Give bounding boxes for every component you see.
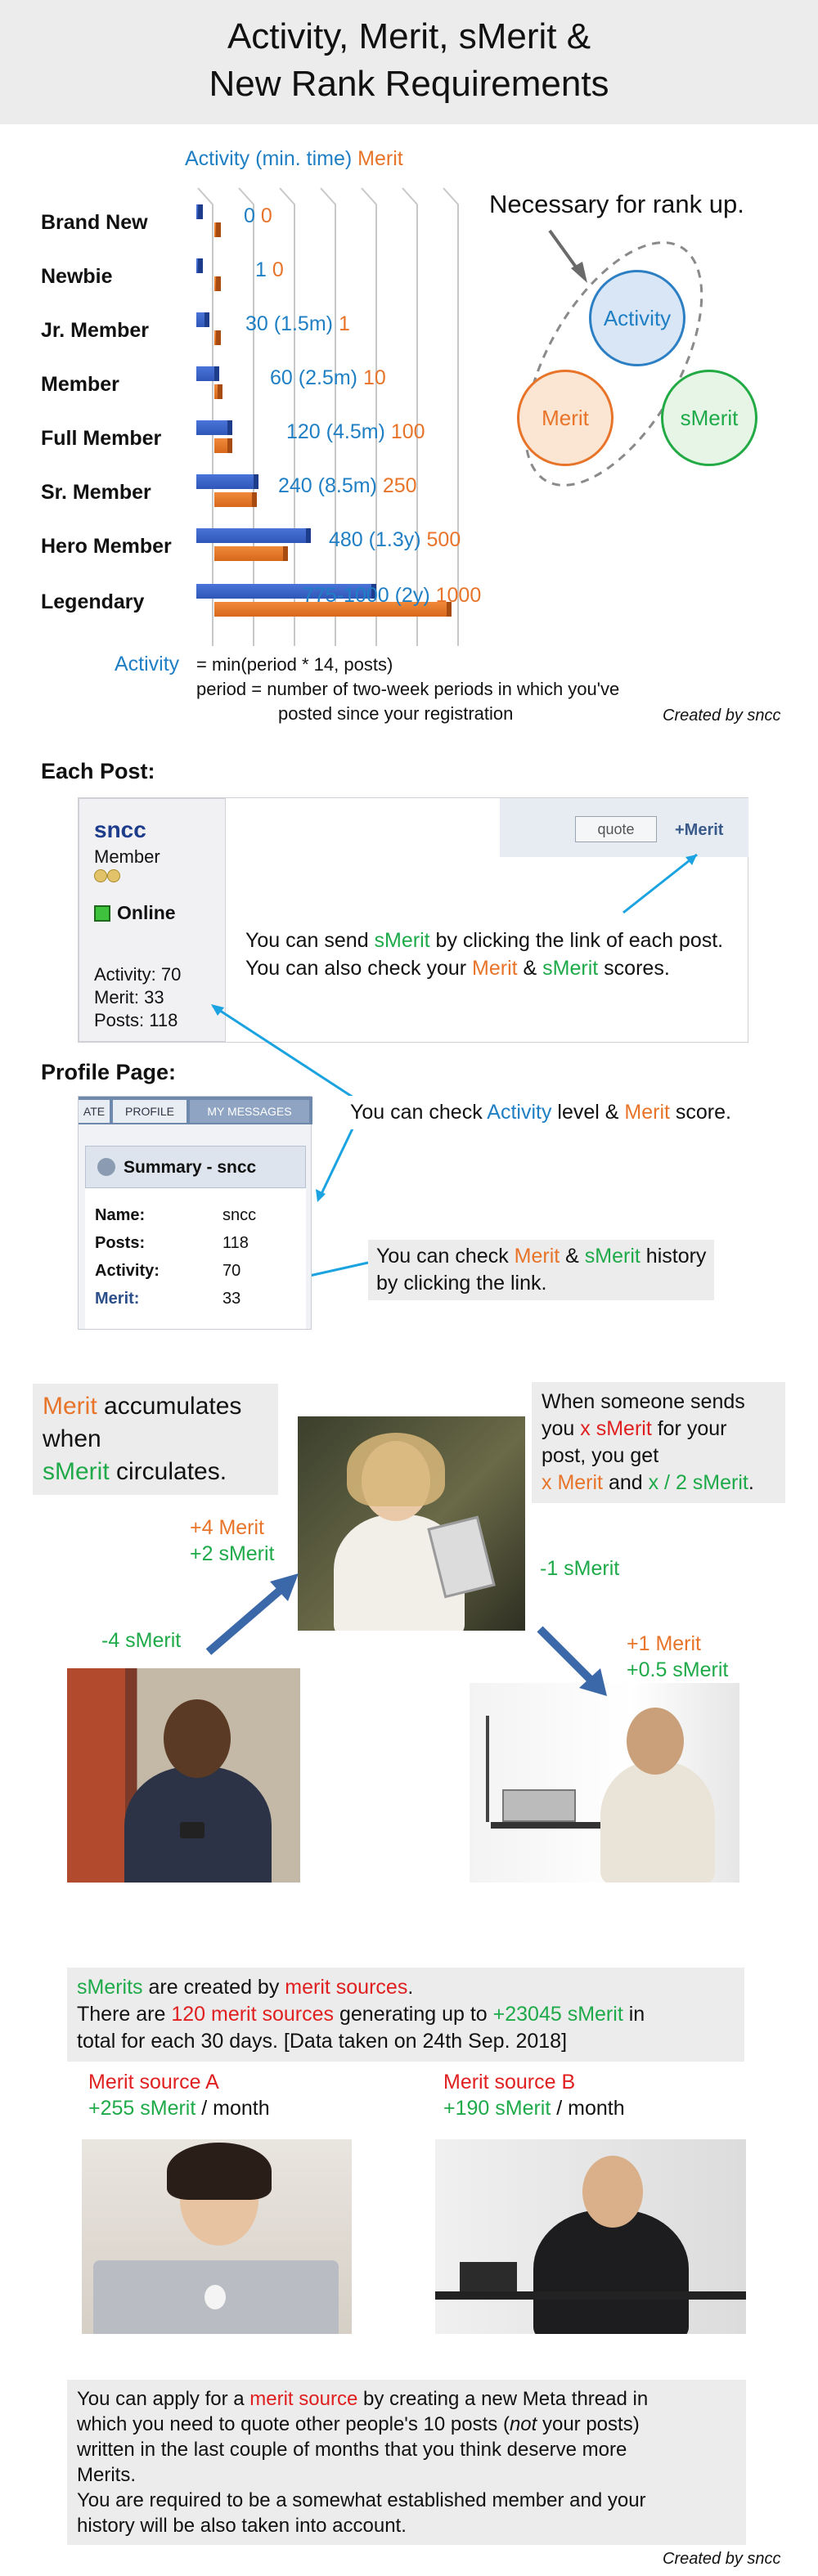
- post-stat-merit: Merit: 33: [94, 987, 164, 1008]
- circulation-rule-box: When someone sends you x sMerit for your post, you get x Merit and x / 2 sMerit.: [532, 1382, 785, 1503]
- title-line-2: New Rank Requirements: [209, 64, 609, 104]
- rank-label: Sr. Member: [41, 481, 151, 504]
- arrow-head: [211, 1004, 224, 1016]
- photo-figure-body: [533, 2210, 689, 2334]
- source-a-label: Merit source A +255 sMerit / month: [88, 2071, 270, 2120]
- rank-values: 1 0: [255, 258, 284, 281]
- rank-label: Full Member: [41, 427, 162, 450]
- rank-values: 120 (4.5m) 100: [286, 420, 425, 443]
- tab-profile[interactable]: PROFILE: [113, 1100, 187, 1123]
- post-rank: Member: [94, 846, 160, 867]
- lamp-pole: [486, 1716, 489, 1822]
- profile-tab-bar: [79, 1097, 312, 1124]
- arrow-to-profile-activity: [319, 1127, 353, 1199]
- profile-summary-title: Summary - sncc: [124, 1158, 257, 1177]
- rank-values: 240 (8.5m) 250: [278, 474, 417, 497]
- post-online-label: Online: [117, 902, 176, 923]
- tab-my-messages[interactable]: MY MESSAGES: [190, 1100, 309, 1123]
- photo-figure-body: [600, 1761, 715, 1883]
- photo-figure-hair: [347, 1433, 445, 1506]
- desk-edge: [435, 2291, 746, 2300]
- profile-value-name: sncc: [222, 1206, 257, 1224]
- photo-man-laptop: [470, 1683, 739, 1883]
- profile-merit-link[interactable]: Merit:: [95, 1290, 140, 1308]
- post-callout-1: You can send sMerit by clicking the link of each post.: [237, 924, 731, 958]
- sources-intro-box: sMerits are created by merit sources. There are 120 merit sources generating up to +23045 sMerit in total for each 30 days. [Data taken on 24th Sep. 2018]: [67, 1968, 744, 2062]
- legend-activity: Activity (min. time): [185, 147, 353, 170]
- left-gain: +4 Merit +2 sMerit: [190, 1516, 275, 1565]
- profile-summary-header: [85, 1146, 306, 1188]
- arrow-to-merit-link: [623, 855, 697, 913]
- photo-figure-head: [164, 1699, 231, 1778]
- right-gain: +1 Merit +0.5 sMerit: [627, 1632, 729, 1681]
- credit-top: Created by sncc: [663, 707, 781, 725]
- source-b-label: Merit source B +190 sMerit / month: [443, 2071, 625, 2120]
- rank-values: 60 (2.5m) 10: [270, 366, 386, 389]
- photo-source-b: [435, 2139, 746, 2334]
- profile-summary-body: [85, 1188, 306, 1329]
- profile-label-posts: Posts:: [95, 1234, 146, 1252]
- phone-icon: [180, 1822, 204, 1838]
- formula-line-2: period = number of two-week periods in which you've: [196, 679, 620, 699]
- formula-activity: Activity: [115, 653, 180, 675]
- profile-label-activity: Activity:: [95, 1262, 160, 1280]
- circle-smerit: sMerit: [661, 370, 757, 466]
- arrow-up-left: [209, 1585, 286, 1652]
- title-line-1: Activity, Merit, sMerit &: [227, 16, 591, 56]
- circulation-box: Merit accumulates when sMerit circulates.: [33, 1384, 278, 1495]
- rank-values: 30 (1.5m) 1: [245, 312, 350, 335]
- circle-activity: Activity: [589, 270, 685, 366]
- laptop-icon: [502, 1789, 576, 1822]
- post-stat-posts: Posts: 118: [94, 1010, 178, 1030]
- credit-bottom: Created by sncc: [663, 2550, 781, 2568]
- photo-source-a: [82, 2139, 352, 2334]
- profile-heading: Profile Page:: [41, 1060, 177, 1084]
- rank-label: Newbie: [41, 265, 113, 288]
- right-spend: -1 sMerit: [540, 1557, 620, 1580]
- circle-merit: Merit: [517, 370, 614, 466]
- user-icon: [97, 1158, 115, 1176]
- arrow-down-right: [540, 1629, 596, 1685]
- rank-label: Jr. Member: [41, 319, 150, 342]
- rank-values: 775-1000 (2y) 1000: [303, 584, 482, 607]
- profile-callout-1: You can check Activity level & Merit score.: [342, 1096, 739, 1129]
- formula-line-1: = min(period * 14, posts): [196, 654, 393, 675]
- rank-label: Legendary: [41, 590, 145, 613]
- photo-figure-head: [582, 2156, 643, 2228]
- arrow-to-post-stats: [213, 1006, 353, 1097]
- each-post-heading: Each Post:: [41, 759, 155, 783]
- formula-line-3: posted since your registration: [278, 703, 514, 724]
- profile-label-name: Name:: [95, 1206, 146, 1224]
- left-spend: -4 sMerit: [101, 1629, 182, 1652]
- rank-values: 480 (1.3y) 500: [329, 528, 461, 551]
- profile-mock: [78, 1096, 312, 1330]
- monitor-icon: [460, 2262, 517, 2291]
- quote-button[interactable]: quote: [575, 816, 657, 842]
- photo-figure-hair: [167, 2143, 272, 2200]
- apply-box: You can apply for a merit source by creating a new Meta thread in which you need to quote other people's 10 posts (not your posts) written in the last couple of months that you think deserve more Merits. You are required to be a somewhat established member and your history will be also taken into account.: [67, 2380, 746, 2545]
- tab-ate[interactable]: ATE: [79, 1100, 110, 1123]
- legend-merit: Merit: [357, 147, 403, 170]
- profile-value-merit: 33: [222, 1290, 241, 1308]
- post-stat-activity: Activity: 70: [94, 964, 182, 985]
- rank-label: Member: [41, 373, 119, 396]
- post-username[interactable]: sncc: [94, 817, 146, 842]
- rank-label: Brand New: [41, 211, 148, 234]
- profile-callout-2: You can check Merit & sMerit history by clicking the link.: [368, 1240, 714, 1300]
- apple-logo-icon: [204, 2285, 226, 2309]
- profile-value-posts: 118: [222, 1234, 249, 1252]
- merit-link[interactable]: +Merit: [675, 821, 724, 839]
- photo-figure-head: [627, 1708, 684, 1775]
- venn-note: Necessary for rank up.: [489, 190, 744, 218]
- profile-value-activity: 70: [222, 1262, 241, 1280]
- post-callout-2: You can also check your Merit & sMerit scores.: [237, 952, 678, 985]
- rank-label: Hero Member: [41, 535, 172, 558]
- rank-values: 0 0: [244, 204, 272, 227]
